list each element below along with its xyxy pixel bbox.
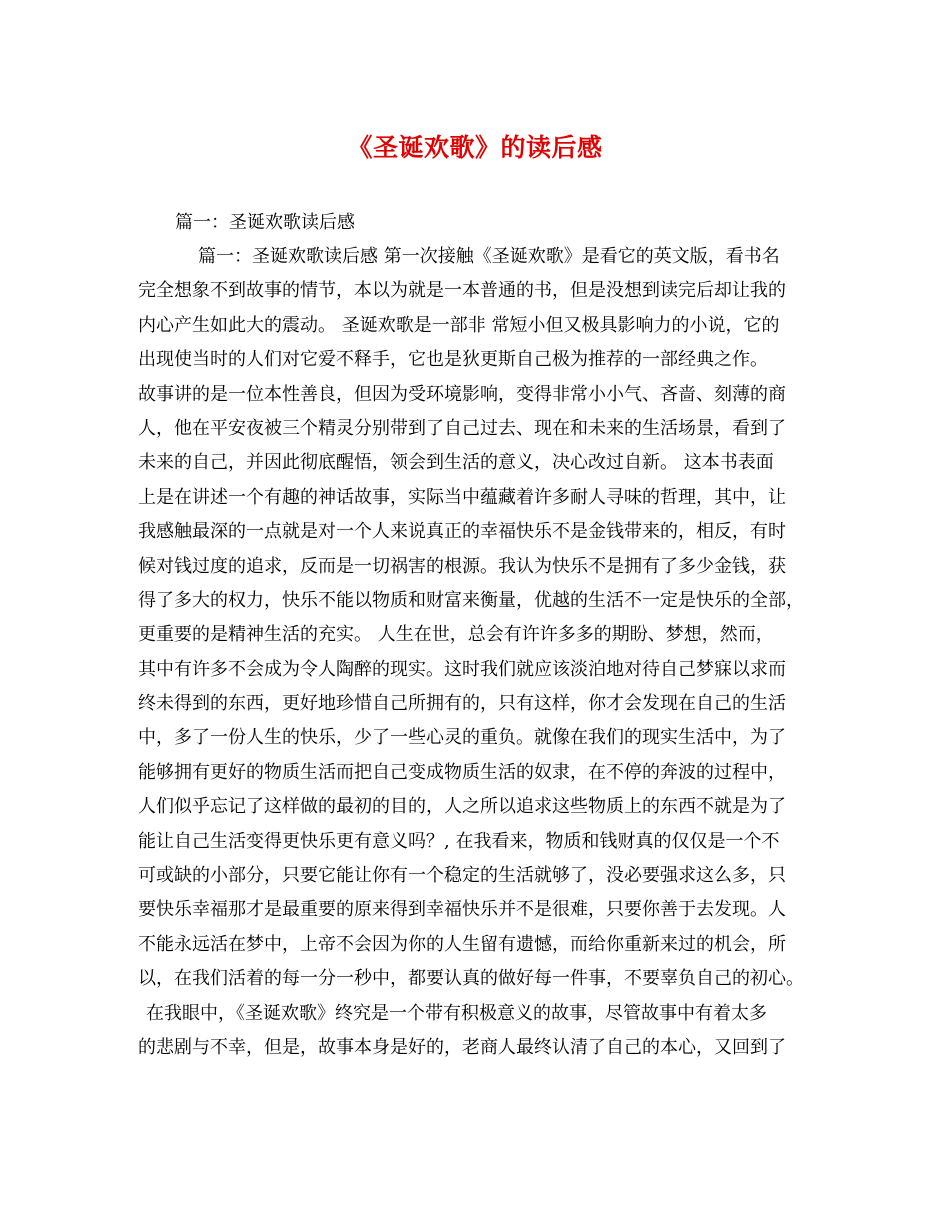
paragraph-line: 的悲剧与不幸，但是，故事本身是好的，老商人最终认清了自己的本心，又回到了 [138,1036,786,1058]
paragraph-line: 可或缺的小部分，只要它能让你有一个稳定的生活就够了，没必要强求这么多，只 [138,865,786,887]
paragraph-line: 篇一：圣诞欢歌读后感 第一次接触《圣诞欢歌》是看它的英文版，看书名 [198,246,780,267]
paragraph-line: 能够拥有更好的物质生活而把自己变成物质生活的奴隶，在不停的奔波的过程中， [138,761,786,783]
paragraph-line: 人，他在平安夜被三个精灵分别带到了自己过去、现在和未来的生活场景，看到了 [138,417,786,439]
paragraph-line: 能让自己生活变得更快乐更有意义吗？, 在我看来，物质和钱财真的仅仅是一个不 [138,830,780,852]
paragraph-line: 中，多了一份人生的快乐，少了一些心灵的重负。就像在我们的现实生活中，为了 [138,727,786,749]
paragraph-line: 我感触最深的一点就是对一个人来说真正的幸福快乐不是金钱带来的，相反，有时 [138,521,786,543]
paragraph-line: 完全想象不到故事的情节，本以为就是一本普通的书，但是没想到读完后却让我的 [138,280,786,302]
section-heading: 篇一：圣诞欢歌读后感 [175,212,355,233]
paragraph-line: 人们似乎忘记了这样做的最初的目的，人之所以追求这些物质上的东西不就是为了 [138,796,786,818]
paragraph-line: 未来的自己，并因此彻底醒悟，领会到生活的意义，决心改过自新。 这本书表面 [138,452,774,474]
paragraph-line: 上是在讲述一个有趣的神话故事，实际当中蕴藏着许多耐人寻味的哲理，其中，让 [138,486,786,508]
paragraph-line: 故事讲的是一位本性善良，但因为受环境影响，变得非常小小气、吝啬、刻薄的商 [138,383,786,405]
paragraph-line: 要快乐幸福那才是最重要的原来得到幸福快乐并不是很难，只要你善于去发现。人 [138,899,786,921]
paragraph-line: 在我眼中，《圣诞欢歌》终究是一个带有积极意义的故事，尽管故事中有着太多 [146,1002,767,1024]
document-title: 《圣诞欢歌》的读后感 [347,133,603,162]
document-body [138,240,828,1065]
paragraph-line: 更重要的是精神生活的充实。 人生在世，总会有许许多多的期盼、梦想，然而， [138,624,774,646]
paragraph-line: 不能永远活在梦中，上帝不会因为你的人生留有遗憾，而给你重新来过的机会，所 [138,933,786,955]
paragraph-line: 以，在我们活着的每一分一秒中，都要认真的做好每一件事，不要辜负自己的初心。 [138,968,804,990]
paragraph-line: 出现使当时的人们对它爱不释手，它也是狄更斯自己极为推荐的一部经典之作。 [138,349,768,371]
paragraph-line: 其中有许多不会成为令人陶醉的现实。这时我们就应该淡泊地对待自己梦寐以求而 [138,658,786,680]
paragraph-line: 内心产生如此大的震动。 圣诞欢歌是一部非 常短小但又极具影响力的小说，它的 [138,314,780,336]
paragraph-line: 得了多大的权力，快乐不能以物质和财富来衡量，优越的生活不一定是快乐的全部， [138,589,804,611]
paragraph-line: 终未得到的东西，更好地珍惜自己所拥有的，只有这样，你才会发现在自己的生活 [138,693,786,715]
paragraph-line: 候对钱过度的追求，反而是一切祸害的根源。我认为快乐不是拥有了多少金钱，获 [138,555,786,577]
